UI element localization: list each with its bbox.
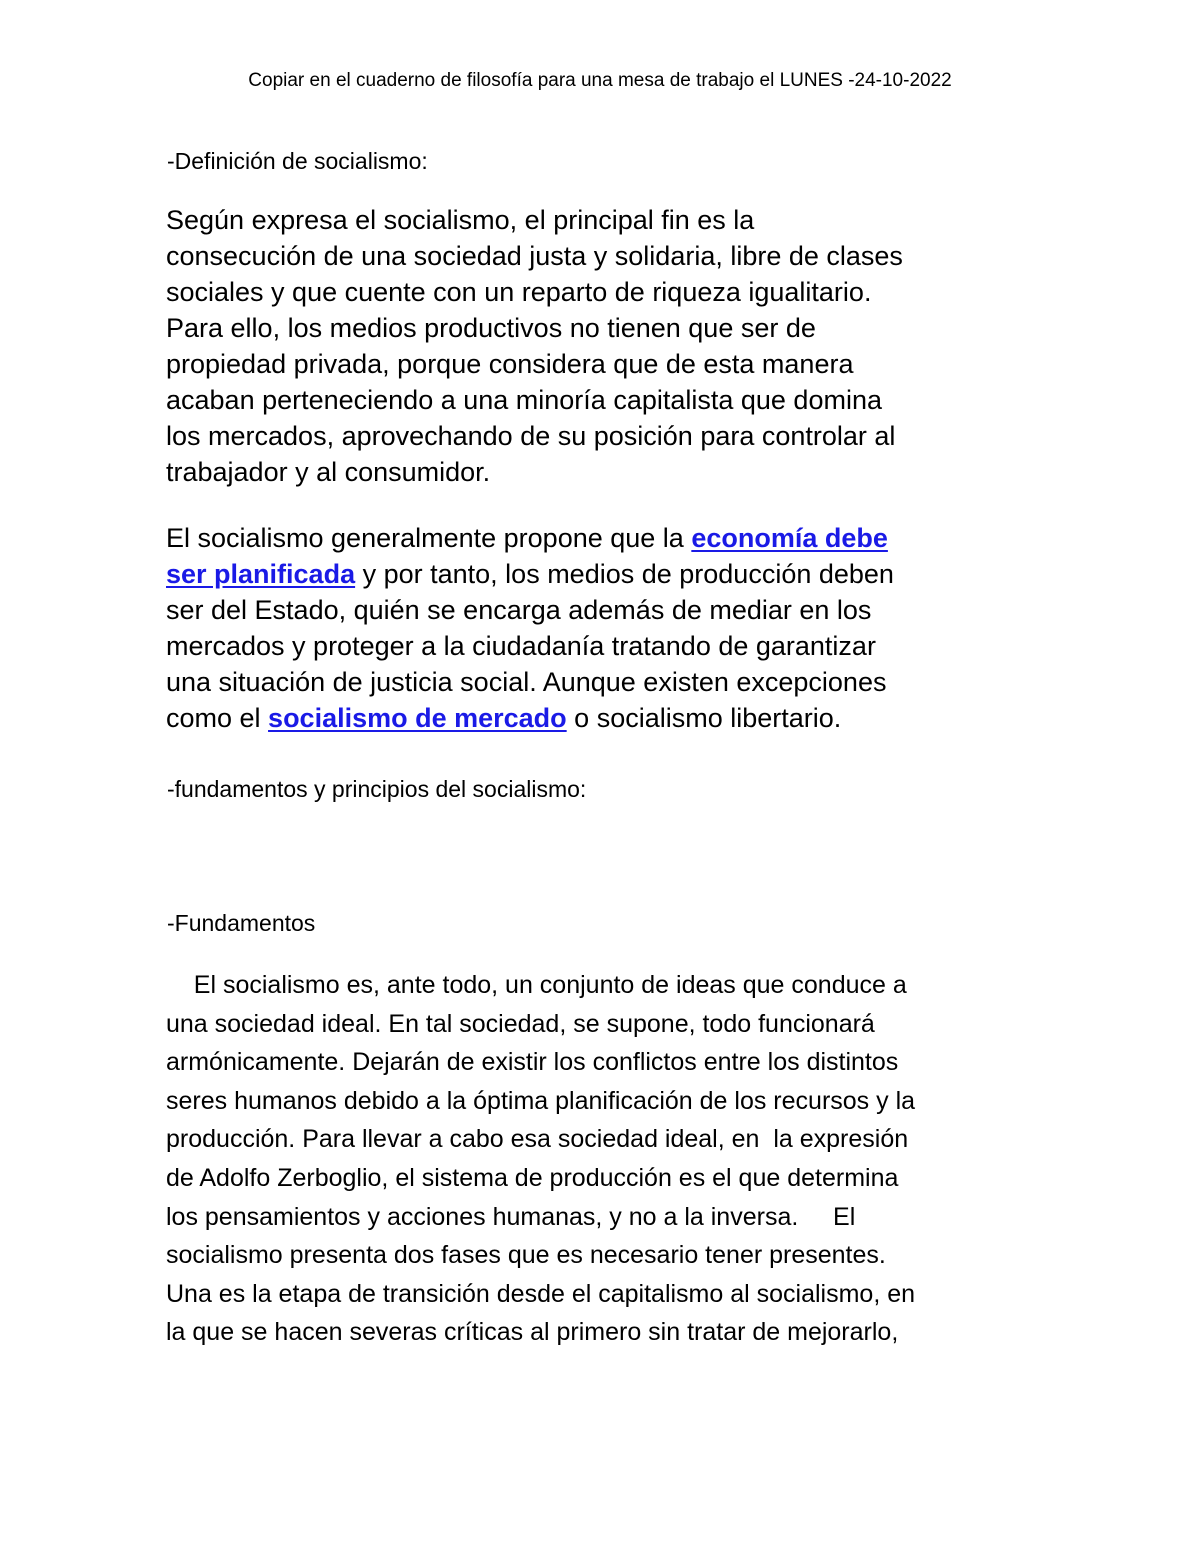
paragraph-line: ser del Estado, quién se encarga además de mediar en los <box>166 595 872 625</box>
paragraph-line: producción. Para llevar a cabo esa sociedad ideal, en la expresión <box>166 1125 909 1154</box>
paragraph-line <box>166 700 1046 736</box>
paragraph-text: como el <box>166 703 269 733</box>
paragraph-line: seres humanos debido a la óptima planificación de los recursos y la <box>166 1086 916 1115</box>
paragraph-line: consecución de una sociedad justa y solidaria, libre de clases <box>166 241 903 271</box>
paragraph-line: armónicamente. Dejarán de existir los conflictos entre los distintos <box>166 1048 899 1077</box>
paragraph-line: Para ello, los medios productivos no tienen que ser de <box>166 313 816 343</box>
paragraph-line: los pensamientos y acciones humanas, y no a la inversa. El <box>166 1202 856 1231</box>
paragraph-line <box>166 556 1046 592</box>
paragraph-line: de Adolfo Zerboglio, el sistema de producción es el que determina <box>166 1163 899 1192</box>
paragraph-text: y por tanto, los medios de producción deben <box>355 559 894 589</box>
paragraph-line: mercados y proteger a la ciudadanía tratando de garantizar <box>166 631 876 661</box>
paragraph-line: Según expresa el socialismo, el principal fin es la <box>166 205 755 235</box>
definition-paragraph-1 <box>166 202 1046 490</box>
paragraph-line: los mercados, aprovechando de su posición para controlar al <box>166 421 896 451</box>
fundamentos-heading: -Fundamentos <box>167 910 316 936</box>
paragraph-line: trabajador y al consumidor. <box>166 457 491 487</box>
paragraph-line: la que se hacen severas críticas al primero sin tratar de mejorarlo, <box>166 1318 899 1347</box>
paragraph-text: El socialismo generalmente propone que la <box>166 523 692 553</box>
principles-heading: -fundamentos y principios del socialismo: <box>167 776 587 802</box>
socialismo-de-mercado-link[interactable]: socialismo de mercado <box>268 703 567 733</box>
paragraph-line: socialismo presenta dos fases que es necesario tener presentes. <box>166 1241 886 1270</box>
paragraph-line: una sociedad ideal. En tal sociedad, se supone, todo funcionará <box>166 1009 875 1038</box>
paragraph-line: acaban perteneciendo a una minoría capitalista que domina <box>166 385 882 415</box>
economia-planificada-link-cont[interactable]: ser planificada <box>166 559 356 589</box>
paragraph-text: o socialismo libertario. <box>566 703 842 733</box>
page-header: Copiar en el cuaderno de filosofía para una mesa de trabajo el LUNES -24-10-2022 <box>248 70 952 91</box>
definition-paragraph-2 <box>166 520 1046 736</box>
paragraph-line <box>166 520 1046 556</box>
definition-heading: -Definición de socialismo: <box>167 148 428 174</box>
paragraph-line: Una es la etapa de transición desde el capitalismo al socialismo, en <box>166 1279 916 1308</box>
paragraph-line: una situación de justicia social. Aunque existen excepciones <box>166 667 887 697</box>
paragraph-line: El socialismo es, ante todo, un conjunto de ideas que conduce a <box>166 971 907 999</box>
economia-planificada-link[interactable]: economía debe <box>691 523 888 553</box>
paragraph-line: propiedad privada, porque considera que de esta manera <box>166 349 854 379</box>
fundamentos-paragraph <box>166 966 1046 1352</box>
paragraph-line: sociales y que cuente con un reparto de riqueza igualitario. <box>166 277 872 307</box>
